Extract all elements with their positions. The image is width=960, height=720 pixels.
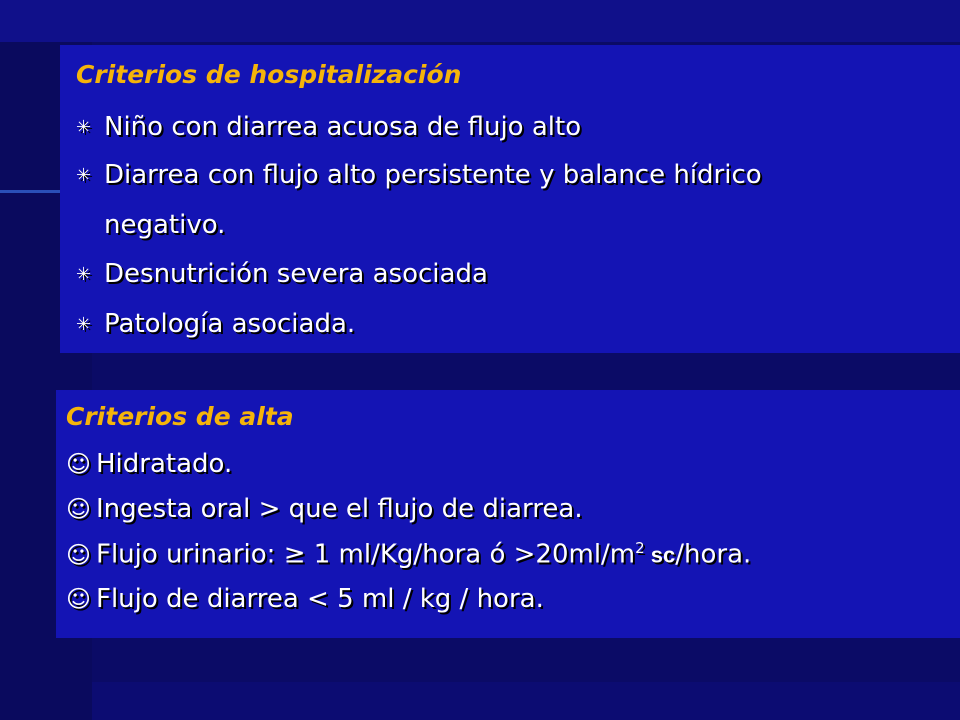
discharge-heading: Criterios de alta [66, 402, 294, 431]
background-bottom-band [92, 682, 960, 720]
hospitalization-item [76, 112, 581, 142]
hospitalization-item-text: Patología asociada. [104, 309, 356, 339]
smiley-bullet-icon: ☺ [66, 540, 92, 569]
hospitalization-item [76, 259, 488, 289]
discharge-item-urine [66, 539, 751, 570]
hospitalization-panel [60, 45, 960, 353]
urine-flow-suffix: /hora. [675, 539, 752, 570]
smiley-bullet-icon: ☺ [66, 495, 92, 523]
urine-flow-text: Flujo urinario: ≥ 1 ml/Kg/hora ó >20ml/m [96, 539, 636, 570]
discharge-item [66, 449, 232, 479]
superscript-two: 2 [635, 539, 645, 557]
sc-abbreviation: sc [644, 542, 676, 568]
background-top-band [0, 0, 960, 42]
discharge-item-text: Ingesta oral > que el flujo de diarrea. [96, 494, 583, 524]
asterisk-bullet-icon: ✳ [76, 117, 92, 138]
smiley-bullet-icon: ☺ [66, 585, 92, 613]
hospitalization-heading: Criterios de hospitalización [76, 60, 462, 89]
discharge-item-text: Hidratado. [96, 449, 233, 479]
hospitalization-item-continuation: negativo. [104, 210, 226, 240]
discharge-item-text: Flujo de diarrea < 5 ml / kg / hora. [96, 584, 544, 614]
background-accent-line [0, 190, 60, 193]
smiley-bullet-icon: ☺ [66, 450, 92, 478]
asterisk-bullet-icon: ✳ [76, 264, 92, 285]
hospitalization-item-text: Niño con diarrea acuosa de flujo alto [104, 112, 582, 142]
hospitalization-item-text: Desnutrición severa asociada [104, 259, 488, 289]
hospitalization-item [76, 160, 762, 190]
hospitalization-item [76, 309, 355, 339]
hospitalization-item-text: Diarrea con flujo alto persistente y balance hídrico [104, 160, 762, 190]
discharge-item [66, 494, 583, 524]
asterisk-bullet-icon: ✳ [76, 165, 92, 186]
discharge-item [66, 584, 544, 614]
asterisk-bullet-icon: ✳ [76, 314, 92, 335]
